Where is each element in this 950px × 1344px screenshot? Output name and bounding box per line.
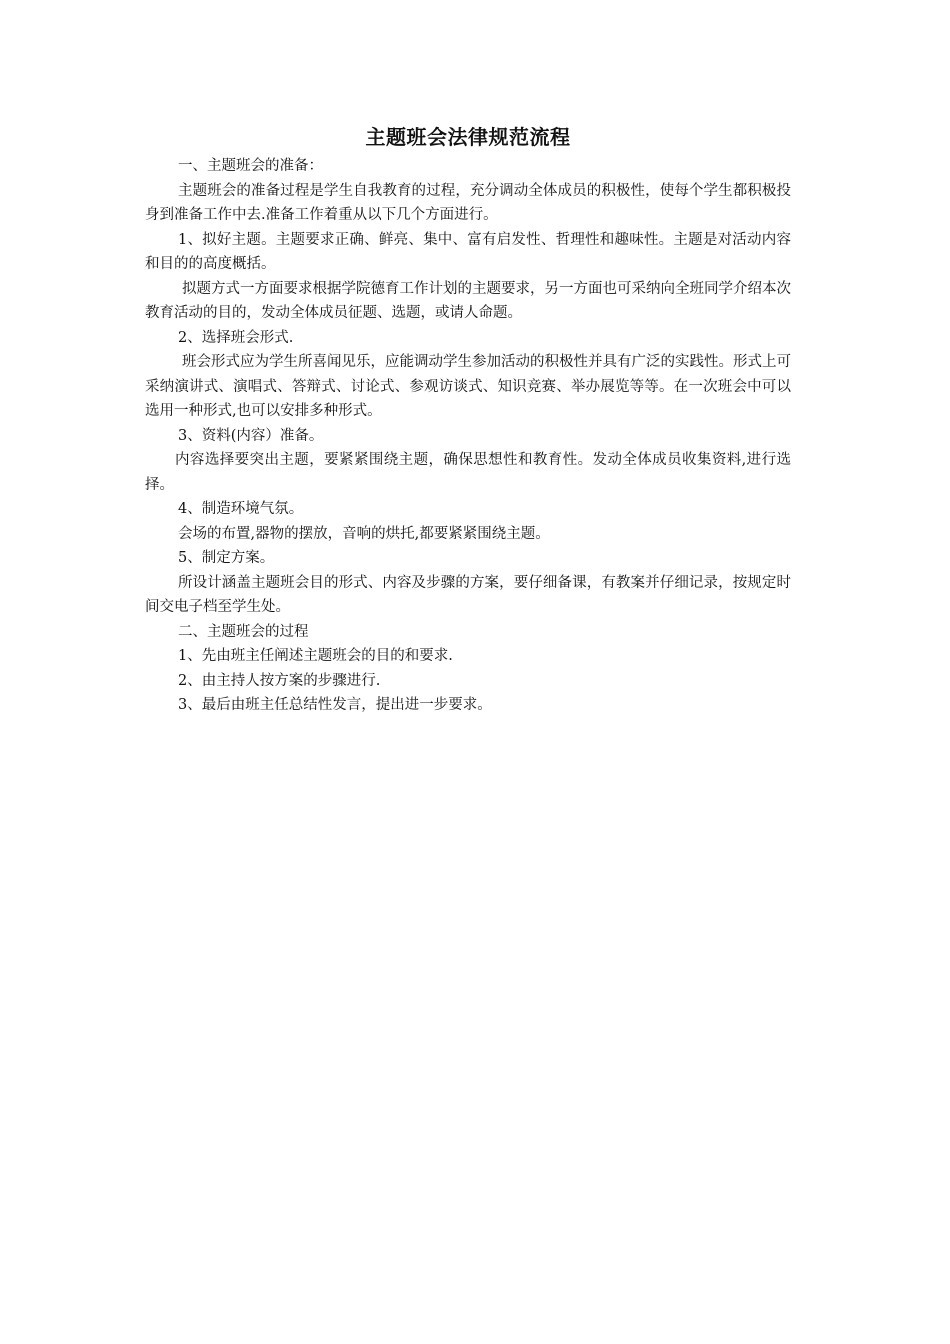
paragraph-atmosphere-detail: 会场的布置,器物的摆放，音响的烘托,都要紧紧围绕主题。: [178, 525, 550, 542]
paragraph-plan-detail: 所设计涵盖主题班会目的形式、内容及步骤的方案，要仔细备课，有教案并仔细记录，按规定时间交电子档至学生处。: [145, 574, 791, 615]
paragraph-form-detail: 班会形式应为学生所喜闻见乐，应能调动学生参加活动的积极性并具有广泛的实践性。形式上可采纳演讲式、演唱式、答辩式、讨论式、参观访谈式、知识竞赛、举办展览等等。在一次班会中可以选用一种形式,也可以安排多种形式。: [145, 354, 791, 419]
section-heading-process: 二、主题班会的过程: [178, 623, 309, 640]
paragraph-process-step-2: 2、由主持人按方案的步骤进行.: [178, 672, 381, 689]
paragraph-theme-method: 拟题方式一方面要求根据学院德育工作计划的主题要求，另一方面也可采纳向全班同学介绍本次教育活动的目的，发动全体成员征题、选题，或请人命题。: [145, 280, 791, 321]
paragraph-process-step-1: 1、先由班主任阐述主题班会的目的和要求.: [178, 648, 453, 664]
paragraph-step-3-materials: 3、资料(内容）准备。: [178, 427, 324, 444]
paragraph-process-step-3: 3、最后由班主任总结性发言，提出进一步要求。: [178, 697, 492, 713]
paragraph-step-4-atmosphere: 4、制造环境气氛。: [178, 501, 304, 517]
paragraph-step-2-form: 2、选择班会形式.: [178, 329, 294, 346]
section-heading-preparation: 一、主题班会的准备：: [178, 158, 323, 174]
paragraph-preparation-intro: 主题班会的准备过程是学生自我教育的过程，充分调动全体成员的积极性，使每个学生都积极投身到准备工作中去.准备工作着重从以下几个方面进行。: [145, 182, 791, 223]
paragraph-materials-detail: 内容选择要突出主题，要紧紧围绕主题，确保思想性和教育性。发动全体成员收集资料,进行选择。: [145, 452, 791, 493]
paragraph-step-5-plan: 5、制定方案。: [178, 550, 275, 566]
document-title: 主题班会法律规范流程: [365, 125, 571, 149]
document-body: [145, 122, 791, 718]
paragraph-step-1-theme: 1、拟好主题。主题要求正确、鲜亮、集中、富有启发性、哲理性和趣味性。主题是对活动内容和目的的高度概括。: [145, 231, 791, 272]
